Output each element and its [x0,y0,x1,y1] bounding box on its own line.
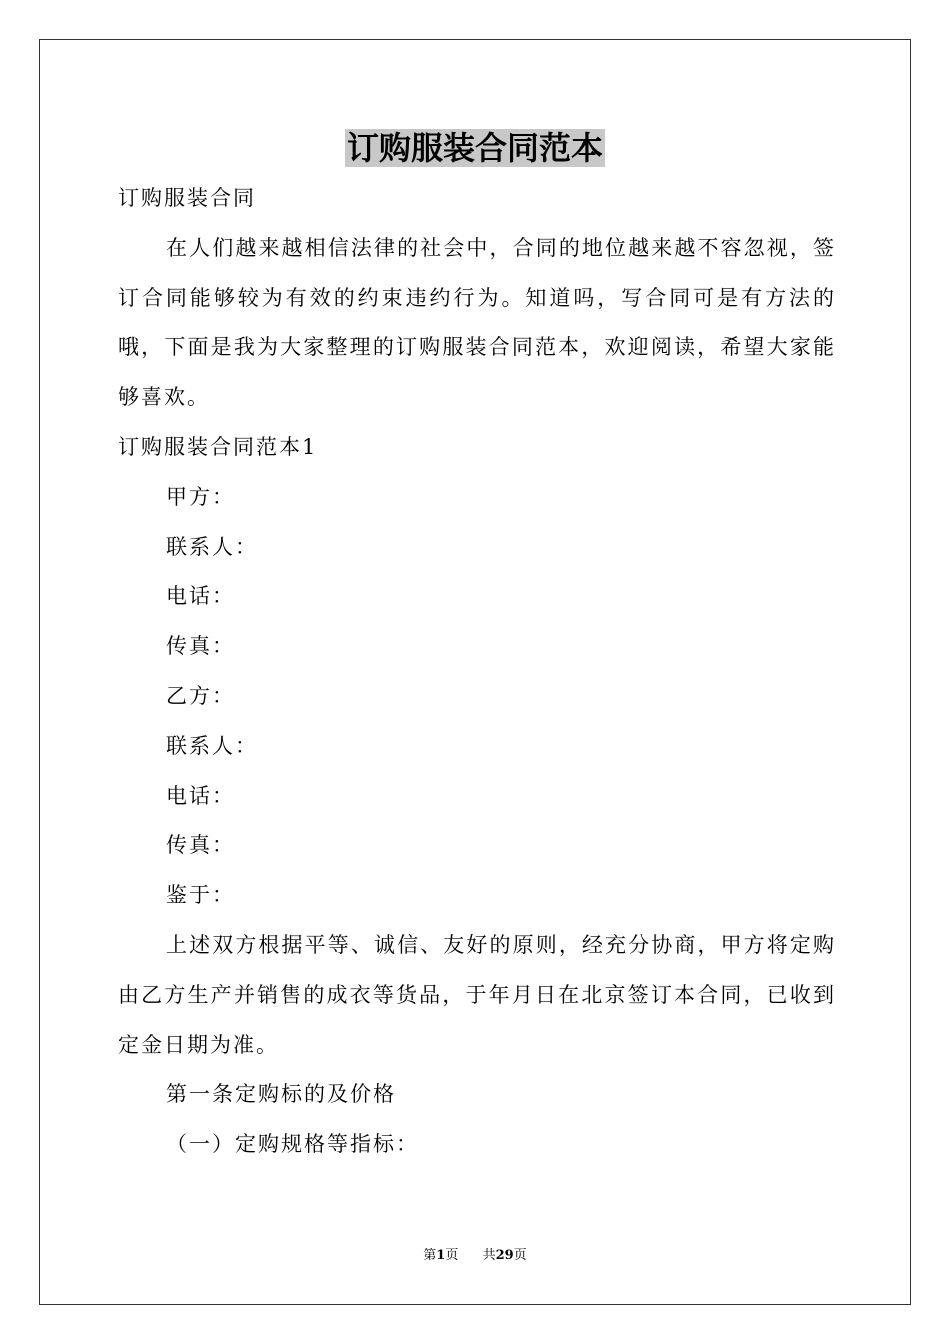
paragraph: 订购服装合同 [118,186,256,210]
paragraph: 在人们越来越相信法律的社会中，合同的地位越来越不容忽视，签订合同能够较为有效的约束违约行为。知道吗，写合同可是有方法的哦，下面是我为大家整理的订购服装合同范本，欢迎阅读，希望大家能够喜欢。 [118,235,836,410]
paragraph: 乙方： [166,683,235,708]
paragraph: （一）定购规格等指标： [166,1132,419,1157]
paragraph: 传真： [166,634,235,659]
paragraph: 传真： [166,833,235,858]
paragraph: 电话： [166,584,235,609]
paragraph: 联系人： [166,733,258,758]
page-footer [0,1246,950,1266]
document-title [0,126,950,170]
paragraph: 上述双方根据平等、诚信、友好的原则，经充分协商，甲方将定购由乙方生产并销售的成衣等货品，于年月日在北京签订本合同，已收到定金日期为准。 [118,932,836,1057]
paragraph: 鉴于： [166,883,235,908]
page-total: 共29页 [482,1248,527,1263]
document-title-text: 订购服装合同范本 [346,129,603,167]
paragraph: 第一条定购标的及价格 [166,1082,396,1107]
paragraph: 甲方： [166,484,235,509]
paragraph: 订购服装合同范本1 [118,434,318,459]
paragraph: 联系人： [166,534,258,559]
document-body [118,174,836,1170]
page-number: 第1页 [423,1248,459,1263]
paragraph: 电话： [166,783,235,808]
